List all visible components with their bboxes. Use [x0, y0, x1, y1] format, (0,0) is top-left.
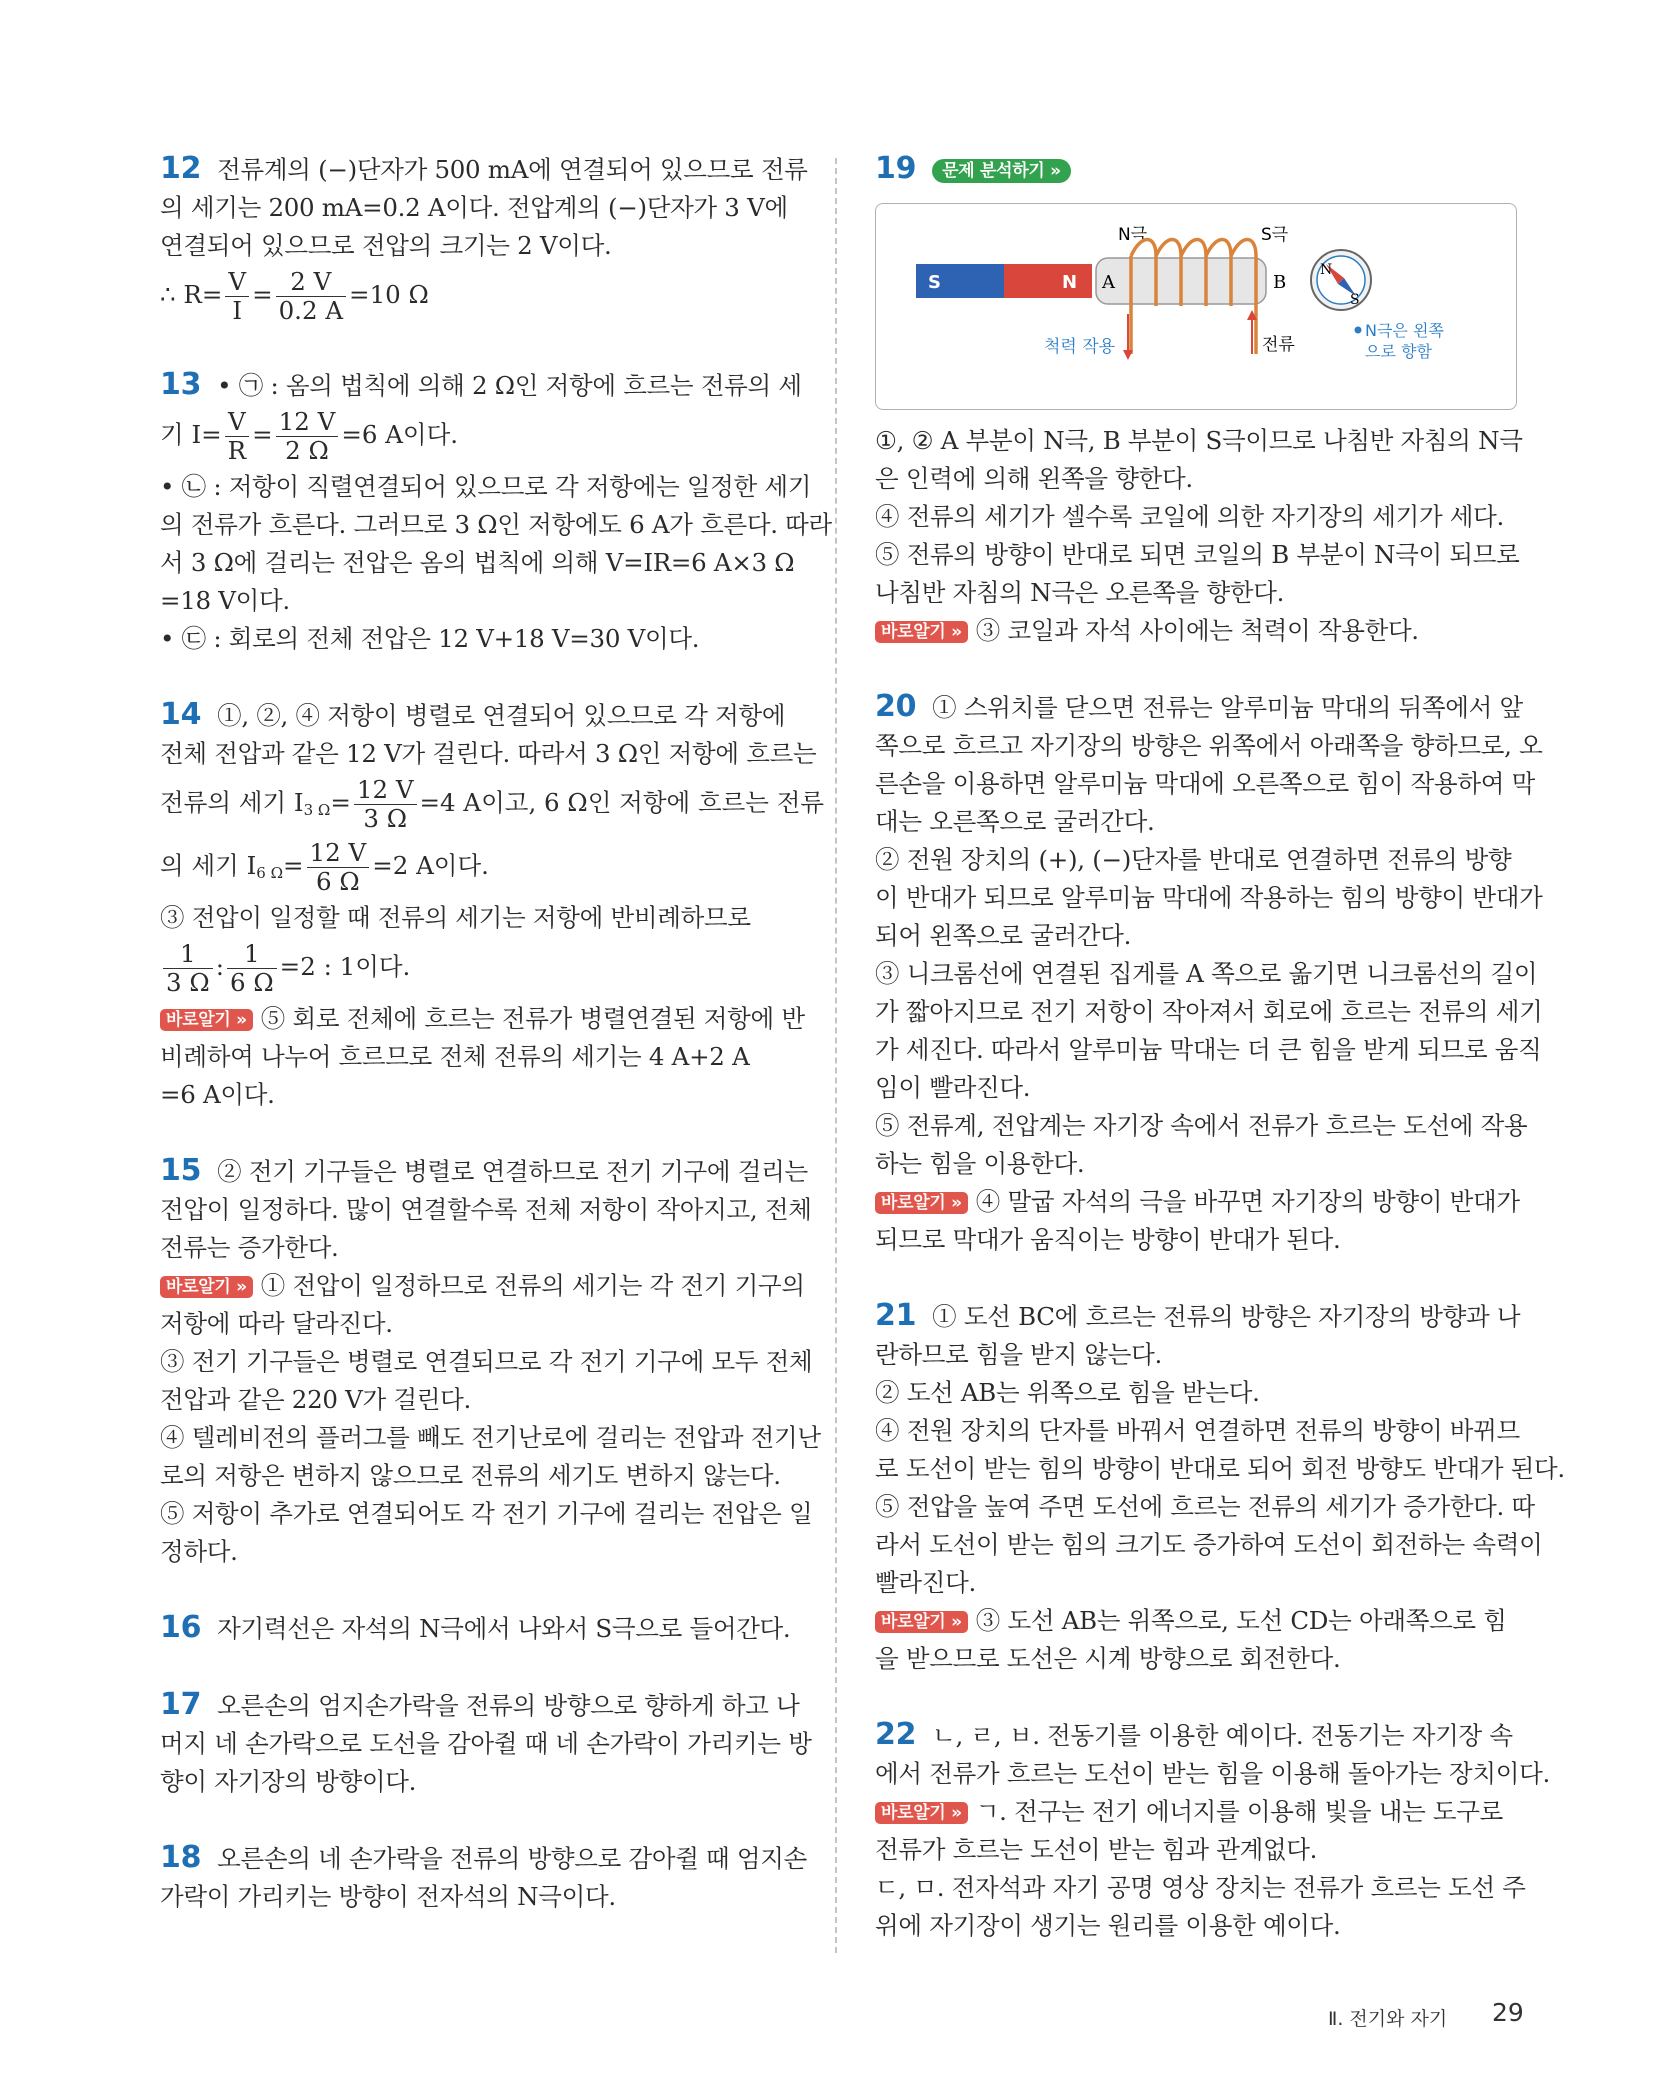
analysis-badge: 문제 분석하기 » — [932, 159, 1071, 183]
fraction: $\frac{1}{6 \Omega}$ — [227, 940, 277, 997]
coil-end-b: B — [1273, 272, 1287, 293]
formula: 의 세기 $I_{6 \Omega}=$ $\frac{12 V}{6 \Omega}$ =2 A이다. — [160, 838, 489, 896]
current-label: 전류 — [1262, 335, 1295, 355]
answer-16: 16 자기력선은 자석의 N극에서 나와서 S극으로 들어간다. — [160, 1610, 791, 1645]
coil-end-a: A — [1102, 272, 1115, 293]
answer-18: 18 오른손의 네 손가락을 전류의 방향으로 감아쥘 때 엄지손 가락이 가리키는 방향이 전자석의 N극이다. — [160, 1840, 808, 1911]
footer-chapter-label: Ⅱ. 전기와 자기 — [1328, 2008, 1448, 2030]
answer-20: 20 ① 스위치를 닫으면 전류는 알루미늄 막대의 뒤쪽에서 앞 쪽으로 흐르고 자기장의 방향은 위쪽에서 아래쪽을 향하므로, 오 른손을 이용하면 알루미늄 막대에 오른쪽으로 힘이 작용하여 막 대는 오른쪽으로 굴러간다. ② 전원 장치의 (+), (−)단자를 반대로 연결하면 전류의 방향 이 반대가 되므로 알루미늄 막대에 작용하는 힘의 방향이 반대가 되어 왼쪽으로 굴러간다. ③ 니크롬선에 연결된 집게를 A 쪽으로 옮기면 니크롬선의 길이 가 짧아지므로 전기 저항이 작아져서 회로에 흐르는 전류의 세기 가 세진다. 따라서 알루미늄 막대는 더 큰 힘을 받게 되므로 움직 임이 빨라진다. ⑤ 전류계, 전압계는 자기장 속에서 전류가 흐르는 도선에 작용 하는 힘을 이용한다. 바로알기 » ④ 말굽 자석의 극을 바꾸면 자기장의 방향이 반대가 되므로 막대가 움직이는 방향이 반대가 된다. — [875, 689, 1543, 1254]
question-number: 17 — [160, 1687, 202, 1722]
s-pole-label: S극 — [1261, 225, 1289, 245]
column-divider — [835, 158, 837, 1953]
answer-12: 12 전류계의 (−)단자가 500 mA에 연결되어 있으므로 전류 의 세기는 200 mA=0.2 A이다. 전압계의 (−)단자가 3 V에 연결되어 있으므로 전압의 크기는 2 V이다. ∴ R= $\frac{V}{I}$ = $\frac{2 V}{0.2 A}$ =10 Ω — [160, 150, 796, 328]
left-column — [160, 150, 832, 1916]
answer-13: 13 • ㉠ : 옴의 법칙에 의해 2 Ω인 저항에 흐르는 전류의 세 기 I= $\frac{V}{R}$ = $\frac{12 V}{2 \Omega}$ =6 A이다. • ㉡ : 저항이 직렬연결되어 있으므로 각 저항에는 일정한 세기 의 전류가 흐른다. 그러므로 3 Ω인 저항에도 6 A가 흐른다. 따라 서 3 Ω에 걸리는 전압은 옴의 법칙에 의해 V=IR=6 A×3 Ω =18 V이다. • ㉢ : 회로의 전체 전압은 12 V+18 V=30 V이다. — [160, 367, 832, 653]
fraction: $\frac{V}{I}$ — [225, 268, 249, 325]
question-number: 19 — [875, 151, 917, 186]
fraction: $\frac{2 V}{0.2 A}$ — [276, 268, 346, 325]
electromagnet-diagram — [876, 204, 1516, 409]
fraction: $\frac{V}{R}$ — [225, 408, 249, 465]
answer-15: 15 ② 전기 기구들은 병렬로 연결하므로 전기 기구에 걸리는 전압이 일정하다. 많이 연결할수록 전체 저항이 작아지고, 전체 전류는 증가한다. 바로알기 » ① 전압이 일정하므로 전류의 세기는 각 전기 기구의 저항에 따라 달라진다. ③ 전기 기구들은 병렬로 연결되므로 각 전기 기구에 모두 전체 전압과 같은 220 V가 걸린다. ④ 텔레비전의 플러그를 빼도 전기난로에 걸리는 전압과 전기난 로의 저항은 변하지 않으므로 전류의 세기도 변하지 않는다. ⑤ 저항이 추가로 연결되어도 각 전기 기구에 걸리는 전압은 일 정하다. — [160, 1153, 821, 1566]
correction-tag: 바로알기 » — [875, 1802, 968, 1824]
question-number: 16 — [160, 1610, 202, 1645]
answer-17: 17 오른손의 엄지손가락을 전류의 방향으로 향하게 하고 나 머지 네 손가락으로 도선을 감아쥘 때 네 손가락이 가리키는 방 향이 자기장의 방향이다. — [160, 1687, 812, 1796]
magnet-s-label: S — [928, 272, 941, 293]
note-dot — [1355, 327, 1362, 334]
question-number: 22 — [875, 1717, 917, 1752]
question-number: 15 — [160, 1153, 202, 1188]
correction-tag: 바로알기 » — [160, 1276, 253, 1298]
formula: 기 I= $\frac{V}{R}$ = $\frac{12 V}{2 \Omega}$ =6 A이다. — [160, 407, 459, 465]
correction-tag: 바로알기 » — [875, 621, 968, 643]
page-number: 29 — [1492, 1998, 1524, 2027]
question-number: 12 — [160, 151, 202, 186]
magnet-n-label: N — [1062, 272, 1078, 293]
fraction: $\frac{12 V}{3 \Omega}$ — [354, 776, 417, 833]
answer-14: 14 ①, ②, ④ 저항이 병렬로 연결되어 있으므로 각 저항에 전체 전압과 같은 12 V가 걸린다. 따라서 3 Ω인 저항에 흐르는 전류의 세기 $I_{3 \Omega}=$ $\frac{12 V}{3 \Omega}$ =4 A이고, 6 Ω인 저항에 흐르는 전류 의 세기 $I_{6 \Omega}=$ $\frac{12 V}{6 \Omega}$ =2 A이다. ③ 전압이 일정할 때 전류의 세기는 저항에 반비례하므로 $\frac{1}{3 \Omega}$ : $\frac{1}{6 \Omega}$ =2 : 1이다. 바로알기 » ⑤ 회로 전체에 흐르는 전류가 병렬연결된 저항에 반 비례하여 나누어 흐르므로 전체 전류의 세기는 4 A+2 A =6 A이다. — [160, 697, 825, 1109]
fraction: $\frac{12 V}{6 \Omega}$ — [307, 839, 370, 896]
n-pole-label: N극 — [1118, 225, 1148, 245]
current-arrows — [1123, 310, 1257, 360]
compass-note-1: N극은 왼쪽 — [1365, 321, 1444, 340]
question-number: 21 — [875, 1298, 917, 1333]
correction-tag: 바로알기 » — [875, 1192, 968, 1214]
formula: $\frac{1}{3 \Omega}$ : $\frac{1}{6 \Omega}$ =2 : 1이다. — [160, 937, 796, 1000]
question-number: 13 — [160, 367, 202, 402]
question-number: 20 — [875, 689, 917, 724]
answer-21: 21 ① 도선 BC에 흐르는 전류의 방향은 자기장의 방향과 나 란하므로 힘을 받지 않는다. ② 도선 AB는 위쪽으로 힘을 받는다. ④ 전원 장치의 단자를 바꿔서 연결하면 전류의 방향이 바뀌므 로 도선이 받는 힘의 방향이 반대로 되어 회전 방향도 반대가 된다. ⑤ 전압을 높여 주면 도선에 흐르는 전류의 세기가 증가한다. 따 라서 도선이 받는 힘의 크기도 증가하여 도선이 회전하는 속력이 빨라진다. 바로알기 » ③ 도선 AB는 위쪽으로, 도선 CD는 아래쪽으로 힘 을 받으므로 도선은 시계 방향으로 회전한다. — [875, 1298, 1565, 1673]
compass — [1311, 250, 1371, 310]
question-number: 18 — [160, 1840, 202, 1875]
compass-note-2: 으로 향함 — [1365, 342, 1432, 361]
answer-19: 19 문제 분석하기 » N극 S극 S N A B 척력 작용 전류 N S N극은 왼쪽 으로 향함 ①, ② A 부분이 N극, B 부분이 S극이므로 나침반 자침의 N극 은 인력에 의해 왼쪽을 향한다. ④ 전류의 세기가 셀수록 코일에 의한 자기장의 세기가 세다. ⑤ 전류의 방향이 반대로 되면 코일의 B 부분이 N극이 되므로 나침반 자침의 N극은 오른쪽을 향한다. 바로알기 » ③ 코일과 자석 사이에는 척력이 작용한다. — [875, 151, 1523, 645]
formula: 전류의 세기 $I_{3 \Omega}=$ $\frac{12 V}{3 \Omega}$ =4 A이고, 6 Ω인 저항에 흐르는 전류 — [160, 775, 825, 833]
repulsion-label: 척력 작용 — [1044, 337, 1116, 357]
fraction: $\frac{1}{3 \Omega}$ — [163, 940, 213, 997]
compass-n-label: N — [1320, 262, 1333, 278]
correction-tag: 바로알기 » — [160, 1009, 253, 1031]
electromagnet-figure — [875, 203, 1517, 410]
answer-22: 22 ㄴ, ㄹ, ㅂ. 전동기를 이용한 예이다. 전동기는 자기장 속 에서 전류가 흐르는 도선이 받는 힘을 이용해 돌아가는 장치이다. 바로알기 » ㄱ. 전구는 전기 에너지를 이용해 빛을 내는 도구로 전류가 흐르는 도선이 받는 힘과 관계없다. ㄷ, ㅁ. 전자석과 자기 공명 영상 장치는 전류가 흐르는 도선 주 위에 자기장이 생기는 원리를 이용한 예이다. — [875, 1717, 1550, 1940]
right-column — [875, 150, 1565, 1945]
magnet-n-half — [1004, 264, 1092, 298]
formula: ∴ R= $\frac{V}{I}$ = $\frac{2 V}{0.2 A}$ =10 Ω — [160, 267, 429, 325]
compass-s-label: S — [1350, 292, 1360, 308]
fraction: $\frac{12 V}{2 \Omega}$ — [276, 408, 339, 465]
correction-tag: 바로알기 » — [875, 1611, 968, 1633]
question-number: 14 — [160, 697, 202, 732]
